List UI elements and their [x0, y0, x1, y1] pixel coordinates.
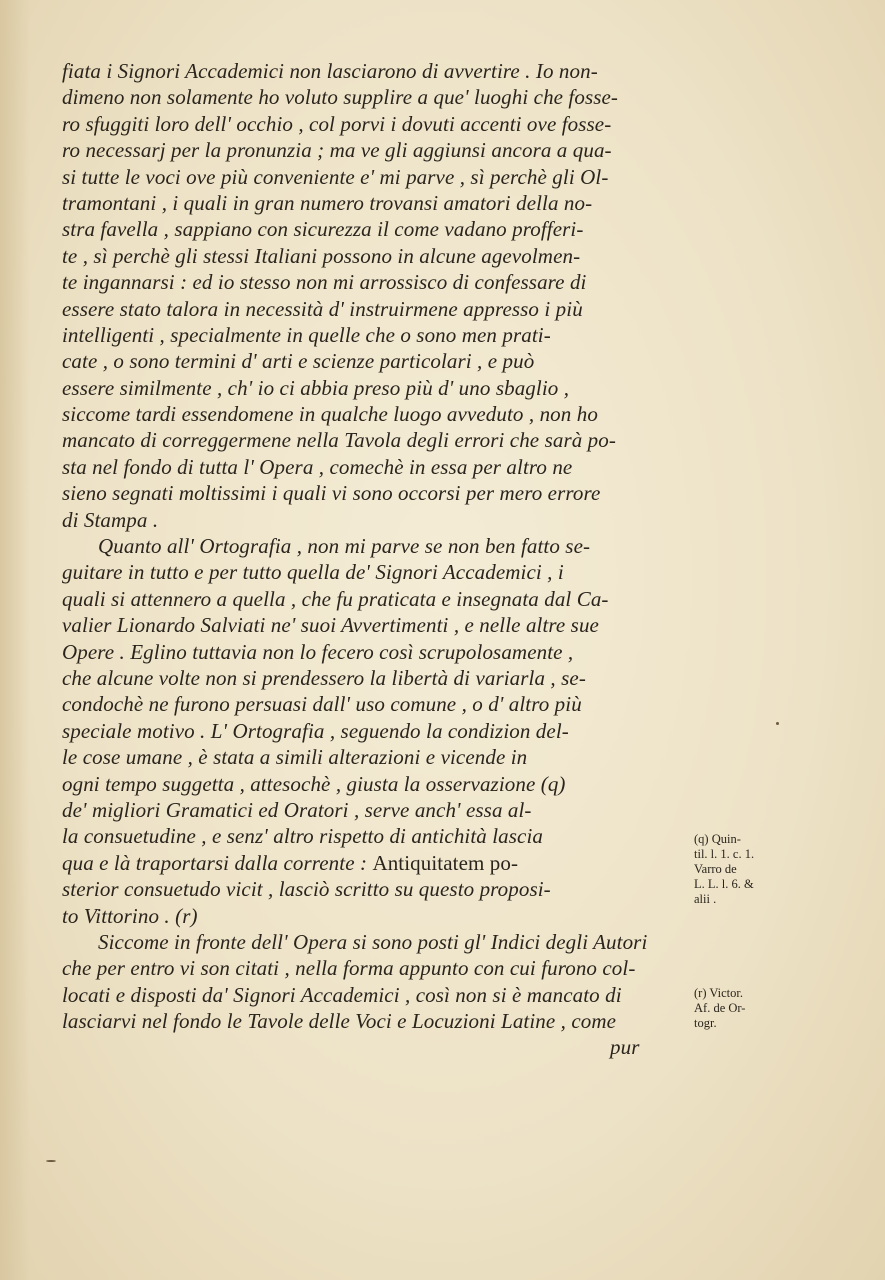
- text-line: dimeno non solamente ho voluto supplire a que' luoghi che fosse-: [62, 85, 619, 110]
- text-line: locati e disposti da' Signori Accademici , così non si è mancato di: [62, 982, 622, 1007]
- paragraph-start-line: Quanto all' Ortografia , non mi parve se non ben fatto se-: [98, 534, 591, 559]
- text-line: ro necessarj per la pronunzia ; ma ve gli aggiunsi ancora a qua-: [62, 138, 612, 163]
- text-line: che per entro vi son citati , nella forma appunto con cui furono col-: [62, 956, 636, 981]
- paragraph-start-line: Siccome in fronte dell' Opera si sono posti gl' Indici degli Autori: [98, 929, 648, 954]
- note-line: (q) Quin-: [694, 832, 741, 846]
- note-line: L. L. l. 6. &: [694, 877, 754, 891]
- text-line: sieno segnati moltissimi i quali vi sono occorsi per mero errore: [62, 481, 601, 506]
- note-line: togr.: [694, 1016, 717, 1030]
- text-line: cate , o sono termini d' arti e scienze particolari , e può: [62, 349, 535, 374]
- text-line: lasciarvi nel fondo le Tavole delle Voci e Locuzioni Latine , come: [62, 1009, 617, 1034]
- text-line: sta nel fondo di tutta l' Opera , comechè in essa per altro ne: [62, 454, 573, 479]
- text-line: guitare in tutto e per tutto quella de' Signori Accademici , i: [62, 560, 564, 585]
- text-line: le cose umane , è stata a simili alterazioni e vicende in: [62, 745, 528, 770]
- text-line: te ingannarsi : ed io stesso non mi arrossisco di confessare di: [62, 270, 587, 295]
- text-line: Opere . Eglino tuttavia non lo fecero così scrupolosamente ,: [62, 639, 574, 664]
- text-line: essere stato talora in necessità d' instruirmene appresso i più: [62, 296, 583, 321]
- text-line: che alcune volte non si prendessero la libertà di variarla , se-: [62, 665, 586, 690]
- text-line: to Vittorino . (r): [62, 903, 198, 928]
- text-line: sterior consuetudo vicit , lasciò scritto su questo proposi-: [62, 877, 551, 902]
- note-line: Af. de Or-: [694, 1001, 746, 1015]
- text-line: tramontani , i quali in gran numero trovansi amatori della no-: [62, 190, 593, 215]
- note-line: alii .: [694, 892, 717, 906]
- text-line: di Stampa .: [62, 507, 159, 532]
- text-line: condochè ne furono persuasi dall' uso comune , o d' altro più: [62, 692, 582, 717]
- note-line: Varro de: [694, 862, 737, 876]
- text-line: siccome tardi essendomene in qualche luogo avveduto , non ho: [62, 402, 598, 427]
- text-line: te , sì perchè gli stessi Italiani possono in alcune agevolmen-: [62, 243, 581, 268]
- text-line: fiata i Signori Accademici non lasciarono di avvertire . Io non-: [62, 59, 598, 83]
- text-line: intelligenti , specialmente in quelle che o sono men prati-: [62, 322, 551, 347]
- text-line: quali si attennero a quella , che fu praticata e insegnata dal Ca-: [62, 586, 609, 611]
- text-line: si tutte le voci ove più conveniente e' mi parve , sì perchè gli Ol-: [62, 164, 609, 189]
- latin-quote: Antiquitatem po-: [372, 850, 519, 875]
- margin-note-q: [694, 832, 784, 907]
- text-line: ogni tempo suggetta , attesochè , giusta la osservazione (q): [62, 771, 566, 796]
- text-line: de' migliori Gramatici ed Oratori , serve anch' essa al-: [62, 797, 532, 822]
- page-gutter: [0, 0, 30, 1280]
- text-line: stra favella , sappiano con sicurezza il come vadano profferi-: [62, 217, 584, 242]
- catchword: pur: [610, 1035, 640, 1060]
- ink-speck: [46, 1160, 56, 1162]
- text-line: valier Lionardo Salviati ne' suoi Avvertimenti , e nelle altre sue: [62, 613, 599, 638]
- note-line: (r) Victor.: [694, 986, 744, 1000]
- text-line: ro sfuggiti loro dell' occhio , col porvi i dovuti accenti ove fosse-: [62, 111, 612, 136]
- margin-note-r: [694, 986, 784, 1031]
- text-line: mancato di correggermene nella Tavola degli errori che sarà po-: [62, 428, 616, 453]
- text-segment: qua e là traportarsi dalla corrente :: [62, 850, 368, 875]
- text-line: la consuetudine , e senz' altro rispetto di antichità lascia: [62, 824, 544, 849]
- text-line: essere similmente , ch' io ci abbia preso più d' uno sbaglio ,: [62, 375, 570, 400]
- text-line: speciale motivo . L' Ortografia , seguendo la condizion del-: [62, 718, 569, 743]
- text-line: [62, 850, 702, 876]
- ink-speck: [776, 722, 779, 725]
- main-text-block: [62, 58, 702, 1061]
- note-line: til. l. 1. c. 1.: [694, 847, 755, 861]
